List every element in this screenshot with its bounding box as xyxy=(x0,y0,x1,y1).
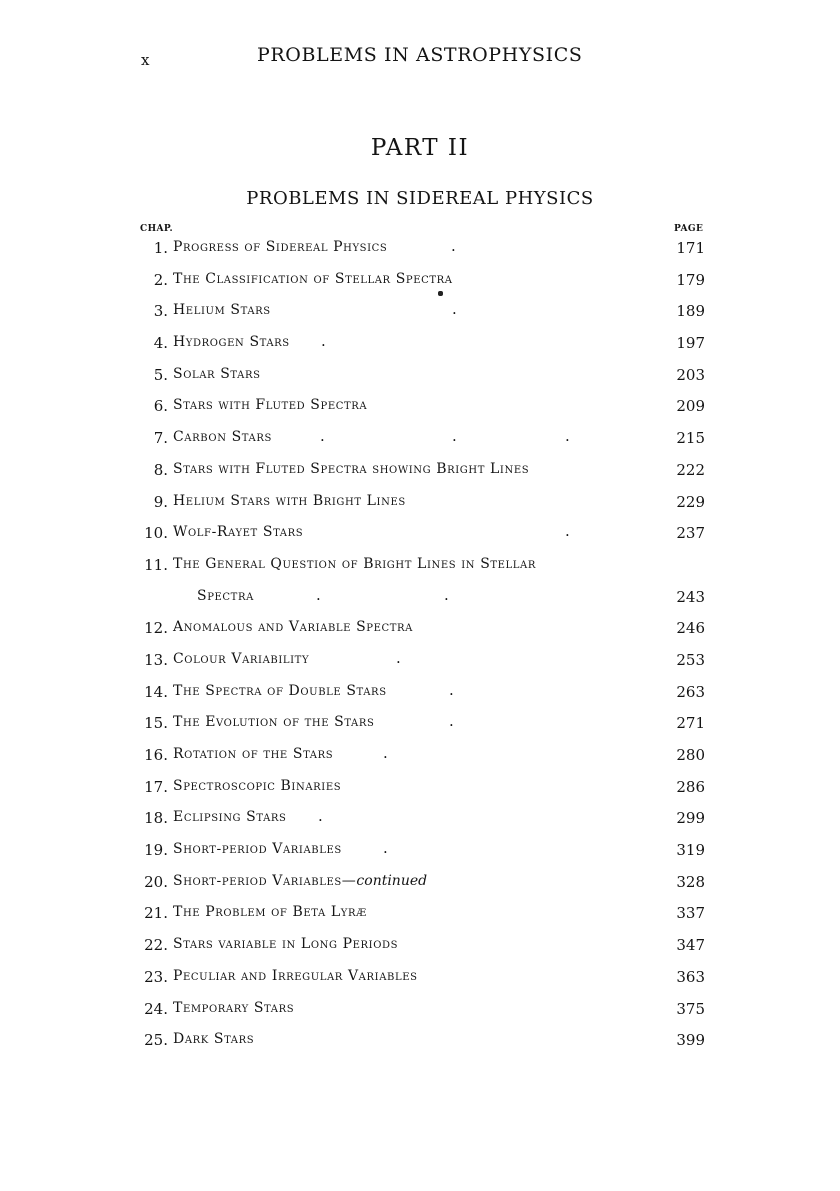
chapter-number: 21. xyxy=(144,904,168,923)
page-number: 253 xyxy=(676,650,705,669)
toc-entry xyxy=(0,679,840,711)
chapter-title xyxy=(173,873,427,889)
chapter-title: Helium Stars with Bright Lines xyxy=(173,492,406,509)
toc-entry xyxy=(0,869,840,901)
page-column-header: PAGE xyxy=(674,224,704,234)
chapter-title-text: Short-period Variables— xyxy=(173,872,357,889)
toc-entry xyxy=(0,330,840,362)
leader-dot: . xyxy=(316,585,321,604)
chapter-number: 7. xyxy=(153,429,168,448)
page-number: 179 xyxy=(676,270,705,289)
toc-entry xyxy=(0,393,840,425)
chapter-title: The Spectra of Double Stars xyxy=(173,682,387,699)
page-number: 347 xyxy=(676,936,705,955)
leader-dot: . xyxy=(321,332,326,351)
page-number: 399 xyxy=(676,1031,705,1050)
page-number: 222 xyxy=(676,460,705,479)
toc-entry xyxy=(0,710,840,742)
chapter-number: 12. xyxy=(144,619,168,638)
toc-entry xyxy=(0,489,840,521)
chapter-number: 3. xyxy=(153,302,168,321)
leader-dot: . xyxy=(383,744,388,763)
page-number: 271 xyxy=(676,714,705,733)
chapter-number: 22. xyxy=(144,936,168,955)
toc-entry xyxy=(0,805,840,837)
chapter-title: Dark Stars xyxy=(173,1031,255,1048)
chapter-title: Anomalous and Variable Spectra xyxy=(173,619,413,636)
chapter-title: Short-period Variables xyxy=(173,841,342,858)
leader-dot: . xyxy=(396,648,401,667)
part-title: PART II xyxy=(370,135,470,161)
toc-entry xyxy=(0,615,840,647)
chapter-title: The Problem of Beta Lyræ xyxy=(173,904,367,921)
page-number: 328 xyxy=(676,872,705,891)
page-number: 203 xyxy=(676,365,705,384)
chapter-title: The Evolution of the Stars xyxy=(173,714,375,731)
leader-dot: . xyxy=(449,680,454,699)
chapter-number: 6. xyxy=(153,397,168,416)
leader-dot: . xyxy=(318,807,323,826)
leader-dot: . xyxy=(320,427,325,446)
running-head xyxy=(0,44,840,74)
chapter-title: Stars with Fluted Spectra showing Bright Lines xyxy=(173,460,530,477)
page-number: 189 xyxy=(676,302,705,321)
toc-entry xyxy=(0,425,840,457)
page-number: 197 xyxy=(676,334,705,353)
toc-entry xyxy=(0,362,840,394)
toc-entry xyxy=(0,235,840,267)
chapter-number: 11. xyxy=(144,555,168,574)
chapter-title: Eclipsing Stars xyxy=(173,809,287,826)
leader-dot: . xyxy=(565,522,570,541)
chapter-number: 24. xyxy=(144,999,168,1018)
page-number: 237 xyxy=(676,524,705,543)
page-number: 337 xyxy=(676,904,705,923)
toc-entry xyxy=(0,552,840,615)
page-number: 246 xyxy=(676,619,705,638)
leader-dot: . xyxy=(451,237,456,255)
toc-entry xyxy=(0,457,840,489)
leader-dot: . xyxy=(383,839,388,858)
chapter-title: Stars with Fluted Spectra xyxy=(173,397,368,414)
chapter-number: 4. xyxy=(153,334,168,353)
chapter-title: Stars variable in Long Periods xyxy=(173,936,399,953)
page-number: 299 xyxy=(676,809,705,828)
chapter-number: 23. xyxy=(144,967,168,986)
page-number: 171 xyxy=(676,239,705,257)
chapter-number: 2. xyxy=(153,270,168,289)
toc-entry xyxy=(0,996,840,1028)
chapter-number: 16. xyxy=(144,746,168,765)
page-number: 229 xyxy=(676,492,705,511)
running-title: PROBLEMS IN ASTROPHYSICS xyxy=(257,44,583,66)
chapter-number: 10. xyxy=(144,524,168,543)
leader-dot: . xyxy=(452,427,457,446)
toc-entry xyxy=(0,774,840,806)
leader-dot: . xyxy=(452,300,457,319)
chapter-title: The General Question of Bright Lines in Stellar xyxy=(173,555,536,572)
chapter-number: 5. xyxy=(153,365,168,384)
page-folio: x xyxy=(141,51,151,69)
chapter-title: Progress of Sidereal Physics xyxy=(173,239,388,255)
page-number: 280 xyxy=(676,746,705,765)
chapter-number: 15. xyxy=(144,714,168,733)
toc-entry xyxy=(0,267,840,299)
chapter-number: 18. xyxy=(144,809,168,828)
toc-entry xyxy=(0,647,840,679)
chapter-title-italic: continued xyxy=(356,872,428,889)
toc-entry xyxy=(0,932,840,964)
page-number: 286 xyxy=(676,777,705,796)
chapter-title: Peculiar and Irregular Variables xyxy=(173,967,418,984)
chapter-title: Rotation of the Stars xyxy=(173,746,334,763)
chapter-number: 13. xyxy=(144,650,168,669)
chapter-title-continuation: Spectra xyxy=(197,587,254,604)
page-number: 319 xyxy=(676,841,705,860)
page-number: 209 xyxy=(676,397,705,416)
leader-dot: . xyxy=(444,585,449,604)
chapter-title: The Classification of Stellar Spectra xyxy=(173,270,453,287)
leader-dot: . xyxy=(565,427,570,446)
chapter-title: Hydrogen Stars xyxy=(173,334,290,351)
chapter-title: Wolf-Rayet Stars xyxy=(173,524,304,541)
toc-entry xyxy=(0,964,840,996)
page-number: 375 xyxy=(676,999,705,1018)
toc-entry xyxy=(0,298,840,330)
chapter-number: 20. xyxy=(144,872,168,891)
chapter-number: 17. xyxy=(144,777,168,796)
chapter-title: Solar Stars xyxy=(173,365,261,382)
chapter-number: 14. xyxy=(144,682,168,701)
chapter-title: Colour Variability xyxy=(173,650,310,667)
section-title: PROBLEMS IN SIDEREAL PHYSICS xyxy=(246,188,594,209)
page-number: 363 xyxy=(676,967,705,986)
chapter-title: Spectroscopic Binaries xyxy=(173,777,342,794)
toc-entry xyxy=(0,900,840,932)
toc-entry xyxy=(0,1027,840,1059)
page-number: 263 xyxy=(676,682,705,701)
chapter-number: 8. xyxy=(153,460,168,479)
leader-dot: . xyxy=(449,712,454,731)
chapter-title: Helium Stars xyxy=(173,302,271,319)
chapter-number: 19. xyxy=(144,841,168,860)
toc-entry xyxy=(0,742,840,774)
chapter-title: Temporary Stars xyxy=(173,999,295,1016)
toc-entry xyxy=(0,837,840,869)
chapter-number: 1. xyxy=(153,239,168,257)
chapter-column-header: CHAP. xyxy=(140,224,174,234)
page-number: 243 xyxy=(676,587,705,606)
chapter-number: 25. xyxy=(144,1031,168,1050)
page-number: 215 xyxy=(676,429,705,448)
table-of-contents xyxy=(0,235,840,1059)
toc-entry xyxy=(0,520,840,552)
chapter-title: Carbon Stars xyxy=(173,429,272,446)
chapter-number: 9. xyxy=(153,492,168,511)
